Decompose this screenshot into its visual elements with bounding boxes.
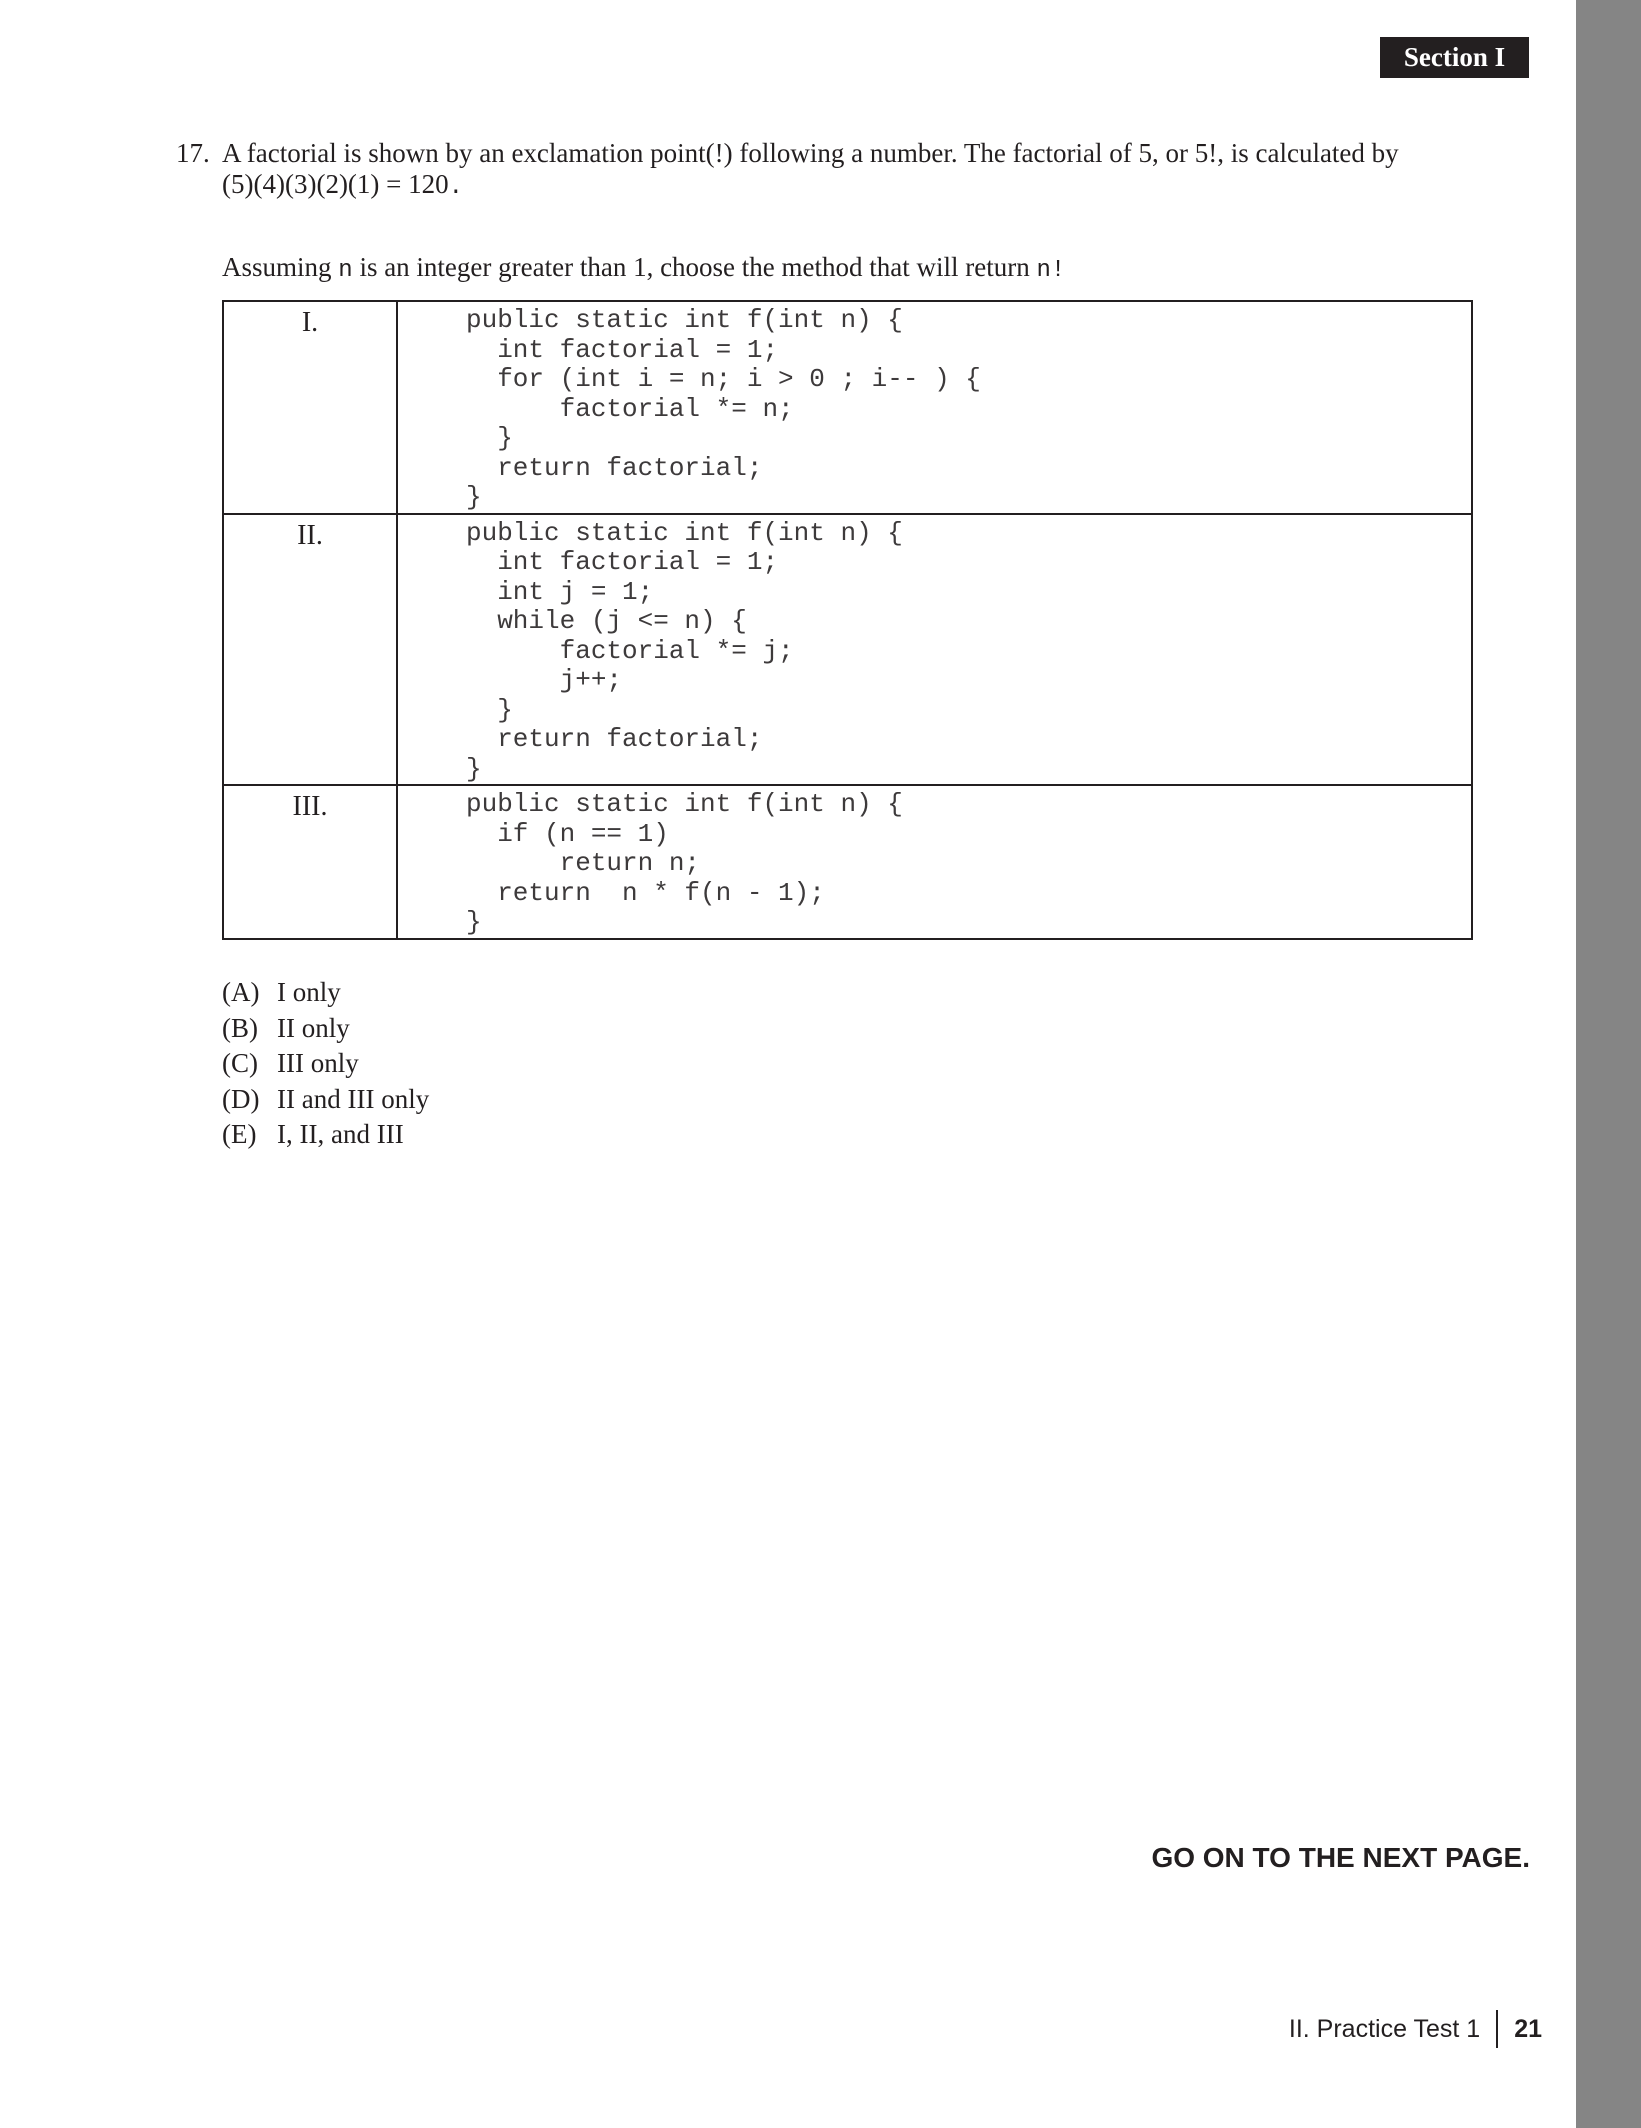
side-band — [1576, 0, 1641, 2128]
method-row — [223, 514, 1472, 786]
method-numeral: III. — [223, 785, 397, 939]
choice-letter: (C) — [222, 1048, 258, 1078]
page-number: 21 — [1514, 2014, 1542, 2043]
page-footer — [1289, 2010, 1542, 2048]
factorial-equation: (5)(4)(3)(2)(1) = 120 — [222, 169, 449, 199]
method-code: public static int f(int n) { int factorial = 1; for (int i = n; i > 0 ; i-- ) { factorial *= n; } return factorial; } — [466, 305, 981, 512]
question-text-line1: A factorial is shown by an exclamation point(!) following a number. The factorial of 5, or 5!, is calculated by — [222, 138, 1399, 168]
choice-letter: (E) — [222, 1119, 257, 1149]
prompt-part-a: Assuming — [222, 252, 339, 282]
section-badge: Section I — [1380, 37, 1529, 78]
answer-choices — [222, 975, 429, 1153]
prompt-variable-n: n — [338, 257, 353, 284]
go-on-next-page: GO ON TO THE NEXT PAGE. — [1151, 1842, 1530, 1873]
equation-period: . — [448, 174, 464, 201]
choice-letter: (D) — [222, 1083, 260, 1114]
method-code-cell — [397, 785, 1472, 939]
footer-label: II. Practice Test 1 — [1288, 2014, 1481, 2043]
question-number: 17. — [176, 138, 210, 168]
choice-text: II only — [277, 1012, 350, 1043]
methods-table — [222, 300, 1473, 940]
answer-choice-c[interactable] — [222, 1046, 429, 1082]
method-code-cell — [397, 301, 1472, 514]
choice-text: I only — [277, 977, 341, 1007]
question-text-line2 — [222, 169, 1472, 203]
prompt-part-b: is an integer greater than 1, choose the method that will return — [352, 252, 1037, 282]
choice-text: II and III only — [277, 1083, 430, 1114]
method-code-cell — [397, 514, 1472, 786]
method-code: public static int f(int n) { int factorial = 1; int j = 1; while (j <= n) { factorial *= j; j++; } return factorial; } — [466, 517, 903, 784]
method-numeral: II. — [223, 514, 397, 786]
method-numeral: I. — [223, 301, 397, 514]
question-text — [222, 138, 1472, 203]
prompt-variable-n-factorial: n! — [1036, 257, 1066, 284]
choice-text: I, II, and III — [277, 1119, 404, 1149]
method-code: public static int f(int n) { if (n == 1) return n; return n * f(n - 1); } — [466, 789, 903, 937]
answer-choice-e[interactable] — [222, 1117, 429, 1153]
answer-choice-b[interactable] — [222, 1011, 429, 1047]
answer-choice-d[interactable] — [222, 1082, 429, 1118]
choice-letter: (A) — [222, 977, 260, 1007]
answer-choice-a[interactable] — [222, 975, 429, 1011]
choice-text: III only — [277, 1048, 359, 1078]
method-row — [223, 785, 1472, 939]
method-row — [223, 301, 1472, 514]
choice-letter: (B) — [222, 1012, 258, 1043]
question-prompt — [222, 252, 1065, 286]
